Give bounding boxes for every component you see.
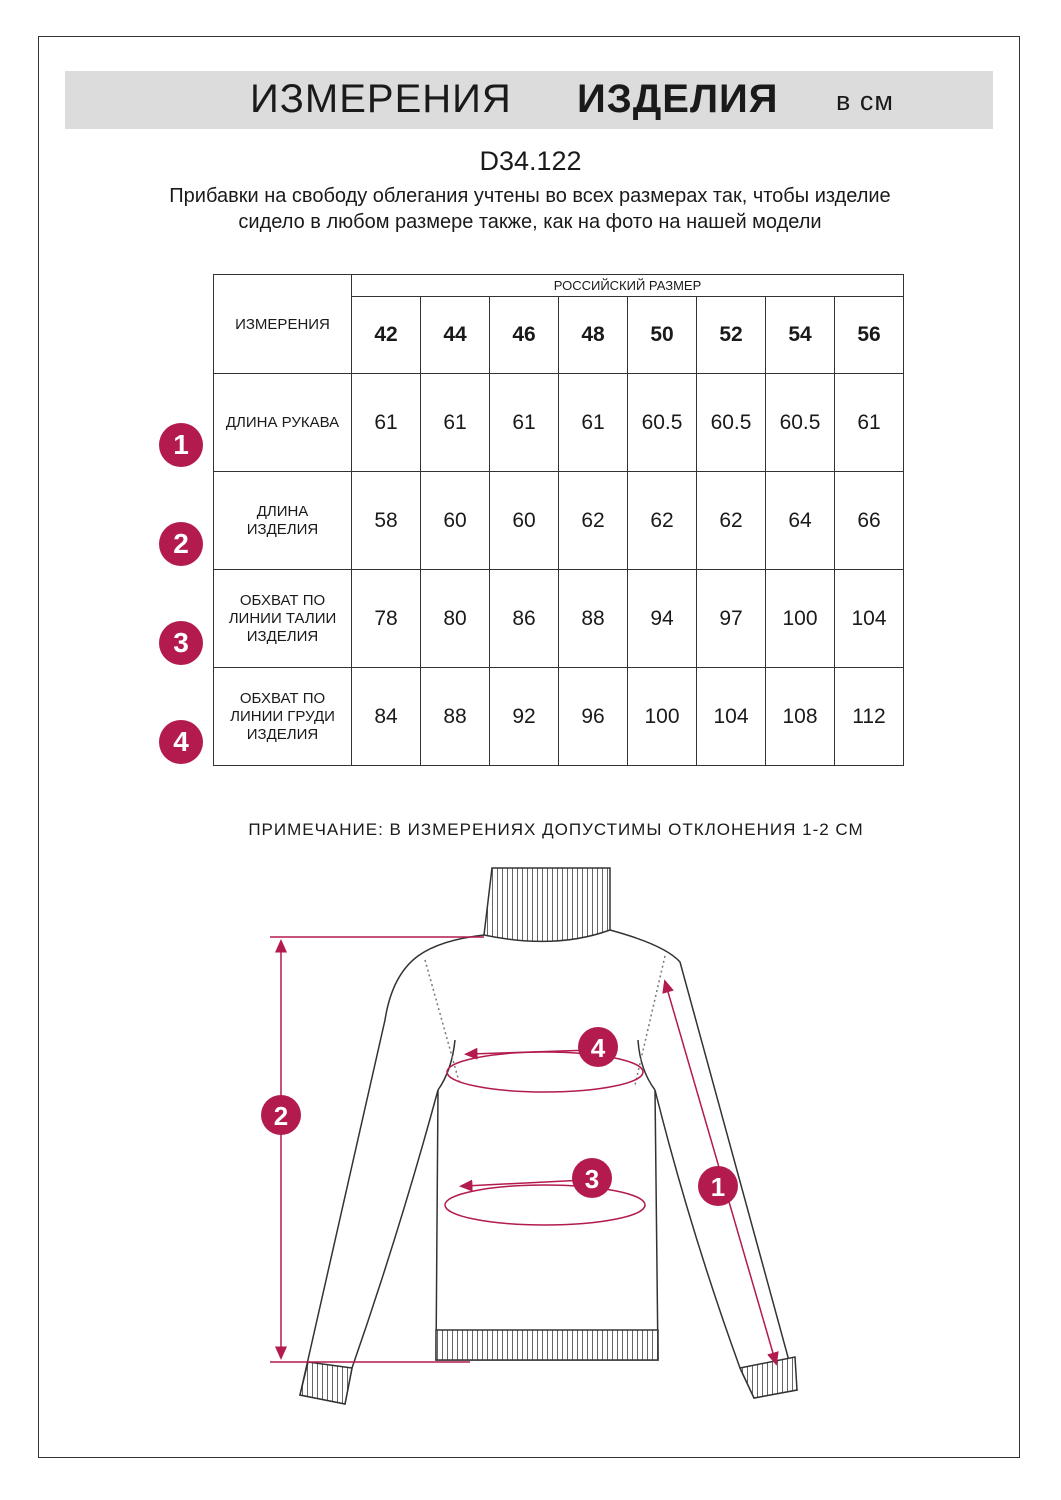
row-label: ДЛИНА РУКАВА [214, 374, 352, 472]
row-label: ОБХВАТ ПО ЛИНИИ ТАЛИИ ИЗДЕЛИЯ [214, 570, 352, 668]
table-cell: 66 [835, 472, 904, 570]
table-cell: 78 [352, 570, 421, 668]
table-cell: 61 [352, 374, 421, 472]
marker-2-label: 2 [273, 1101, 289, 1131]
table-cell: 60 [490, 472, 559, 570]
table-cell: 108 [766, 668, 835, 766]
product-code: D34.122 [479, 146, 582, 176]
table-cell: 104 [835, 570, 904, 668]
row-number-badge: 1 [159, 423, 203, 467]
table-cell: 86 [490, 570, 559, 668]
table-cell: 61 [835, 374, 904, 472]
table-cell: 58 [352, 472, 421, 570]
row-number-badge: 4 [159, 720, 203, 764]
table-cell: 104 [697, 668, 766, 766]
table-cell: 88 [421, 668, 490, 766]
tolerance-note: ПРИМЕЧАНИЕ: В ИЗМЕРЕНИЯХ ДОПУСТИМЫ ОТКЛОНЕНИЯ 1-2 СМ [248, 820, 864, 839]
size-header: 42 [352, 297, 421, 374]
size-header: 48 [559, 297, 628, 374]
sweater-outline [300, 868, 797, 1404]
row-label: ДЛИНА ИЗДЕЛИЯ [214, 472, 352, 570]
size-header: 50 [628, 297, 697, 374]
table-cell: 62 [697, 472, 766, 570]
table-cell: 62 [559, 472, 628, 570]
table-cell: 100 [766, 570, 835, 668]
header-title-bold: ИЗДЕЛИЯ [577, 77, 779, 121]
table-cell: 80 [421, 570, 490, 668]
sweater-diagram [0, 850, 1061, 1410]
measurement-lines [270, 937, 775, 1362]
size-header: 52 [697, 297, 766, 374]
row-number-badge: 3 [159, 621, 203, 665]
table-cell: 60.5 [766, 374, 835, 472]
table-cell: 64 [766, 472, 835, 570]
header-title-light: ИЗМЕРЕНИЯ [250, 77, 512, 121]
table-cell: 96 [559, 668, 628, 766]
table-cell: 94 [628, 570, 697, 668]
table-cell: 61 [421, 374, 490, 472]
table-cell: 84 [352, 668, 421, 766]
marker-3-label: 3 [584, 1164, 600, 1194]
table-cell: 112 [835, 668, 904, 766]
measurements-header: ИЗМЕРЕНИЯ [214, 275, 352, 374]
size-header: 44 [421, 297, 490, 374]
table-cell: 92 [490, 668, 559, 766]
row-label: ОБХВАТ ПО ЛИНИИ ГРУДИ ИЗДЕЛИЯ [214, 668, 352, 766]
table-cell: 62 [628, 472, 697, 570]
table-cell: 100 [628, 668, 697, 766]
table-cell: 88 [559, 570, 628, 668]
table-cell: 97 [697, 570, 766, 668]
table-row [214, 472, 904, 570]
fit-note: Прибавки на свободу облегания учтены во всех размерах так, чтобы изделие сидело в любом размере также, как на фото на нашей модели [169, 185, 891, 233]
marker-4-label: 4 [590, 1033, 606, 1063]
header-unit: в см [836, 86, 894, 116]
table-row [214, 668, 904, 766]
size-header: 56 [835, 297, 904, 374]
table-row [214, 570, 904, 668]
size-header: 46 [490, 297, 559, 374]
table-cell: 61 [559, 374, 628, 472]
table-cell: 60 [421, 472, 490, 570]
size-header: 54 [766, 297, 835, 374]
table-cell: 61 [490, 374, 559, 472]
table-cell: 60.5 [628, 374, 697, 472]
row-number-badge: 2 [159, 522, 203, 566]
marker-1-label: 1 [710, 1172, 726, 1202]
table-row [214, 374, 904, 472]
size-group-header: РОССИЙСКИЙ РАЗМЕР [352, 275, 904, 297]
size-table [213, 274, 904, 766]
table-cell: 60.5 [697, 374, 766, 472]
